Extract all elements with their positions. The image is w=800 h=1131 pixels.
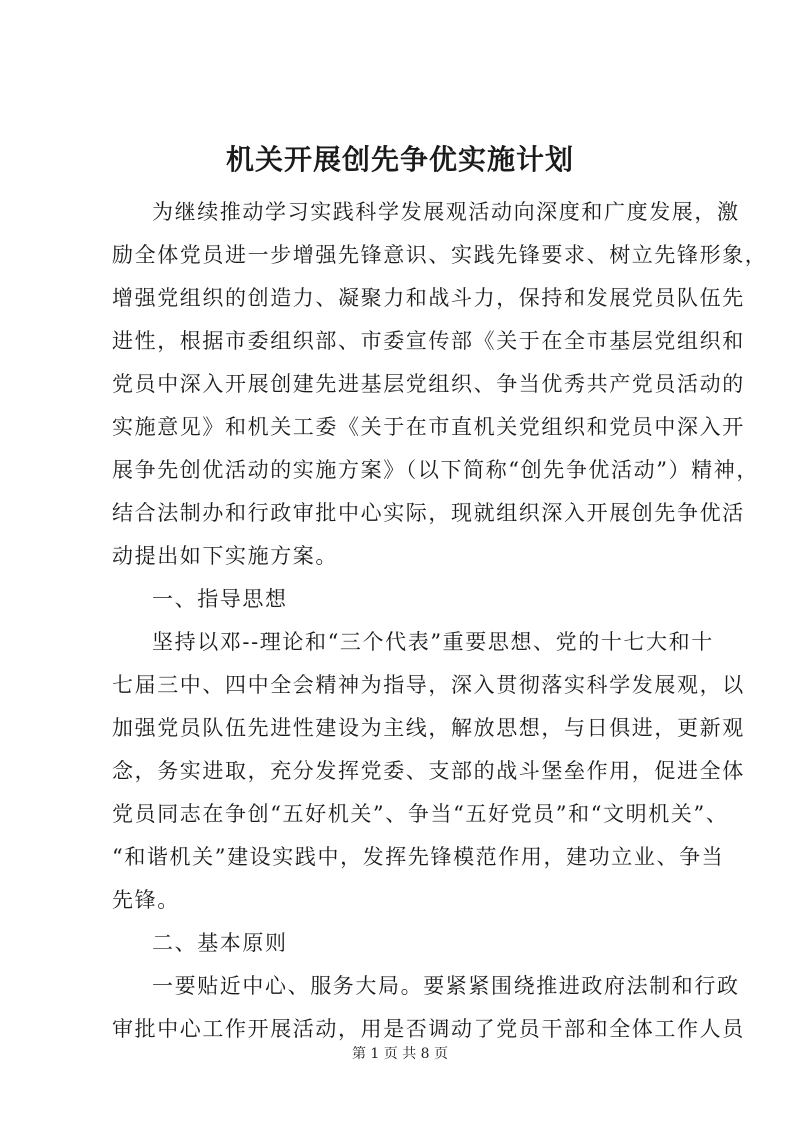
paragraph-line: 一要贴近中心、服务大局。要紧紧围绕推进政府法制和行政 <box>152 974 740 998</box>
paragraph-line: 先锋。 <box>112 888 180 912</box>
paragraph-line: 实施意见》和机关工委《关于在市直机关党组织和党员中深入开 <box>112 415 745 439</box>
paragraph-line: 进性，根据市委组织部、市委宣传部《关于在全市基层党组织和 <box>112 329 745 353</box>
paragraph-line: 念，务实进取，充分发挥党委、支部的战斗堡垒作用，促进全体 <box>112 759 745 783</box>
section-heading-basic-principles: 二、基本原则 <box>152 931 288 955</box>
document-title: 机关开展创先争优实施计划 <box>225 143 574 176</box>
paragraph-line: 党员同志在争创“五好机关”、争当“五好党员”和“文明机关”、 <box>112 802 729 826</box>
page-number-footer: 第 1 页 共 8 页 <box>351 1046 449 1062</box>
paragraph-line: 审批中心工作开展活动，用是否调动了党员干部和全体工作人员 <box>112 1017 745 1041</box>
paragraph-line: 七届三中、四中全会精神为指导，深入贯彻落实科学发展观，以 <box>112 673 745 697</box>
paragraph-line: 加强党员队伍先进性建设为主线，解放思想，与日俱进，更新观 <box>112 716 745 740</box>
paragraph-line: 为继续推动学习实践科学发展观活动向深度和广度发展，激 <box>152 200 740 224</box>
section-heading-guiding-thought: 一、指导思想 <box>152 587 288 611</box>
paragraph-line: “和谐机关”建设实践中，发挥先锋模范作用，建功立业、争当 <box>112 845 725 869</box>
paragraph-line: 展争先创优活动的实施方案》（以下简称“创先争优活动”）精神， <box>112 458 759 482</box>
paragraph-line: 动提出如下实施方案。 <box>112 544 338 568</box>
paragraph-line: 励全体党员进一步增强先锋意识、实践先锋要求、树立先锋形象， <box>112 243 768 267</box>
paragraph-line: 结合法制办和行政审批中心实际，现就组织深入开展创先争优活 <box>112 501 745 525</box>
paragraph-line: 坚持以邓--理论和“三个代表”重要思想、党的十七大和十 <box>152 630 714 654</box>
paragraph-line: 增强党组织的创造力、凝聚力和战斗力，保持和发展党员队伍先 <box>112 286 745 310</box>
paragraph-line: 党员中深入开展创建先进基层党组织、争当优秀共产党员活动的 <box>112 372 745 396</box>
